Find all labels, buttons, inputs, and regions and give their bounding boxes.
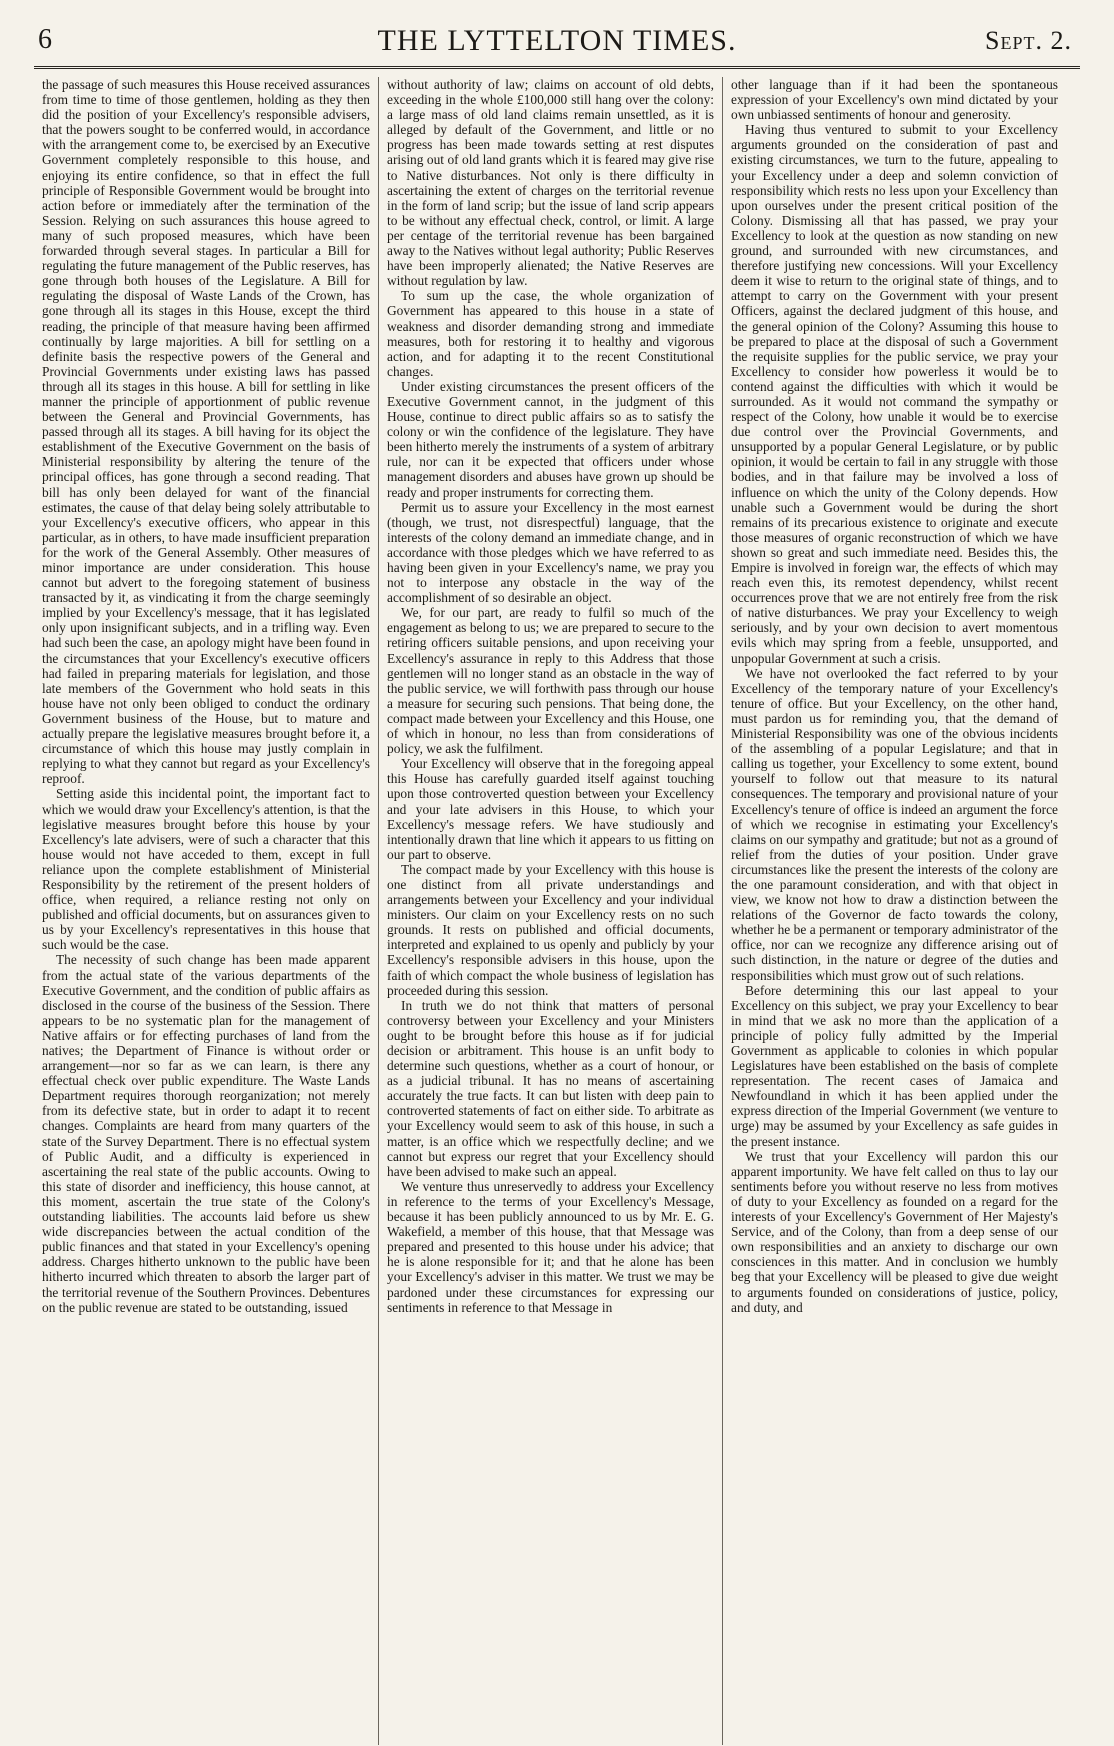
paragraph: Having thus ventured to submit to your Excellency arguments grounded on the consideration of past and existing circumstances, we turn to the future, appealing to your Excellency under a deep and solemn conviction of responsibility which rests no less upon your Excellency than upon ourselves under the present critical position of the Colony. Dismissing all that has passed, we pray your Excellency to look at the question as now standing on new ground, and surrounded with new circumstances, and therefore justifying new concessions. Will your Excellency deem it wise to return to the original state of things, and to attempt to carry on the Government with your present Officers, against the declared judgment of this house, and the general opinion of the Colony? Assuming this house to be prepared to place at the disposal of such a Government the requisite supplies for the public service, we pray your Excellency to consider how powerless it would be to contend against the difficulties with which it would be surrounded. As it would not command the sympathy or respect of the Colony, how unable it would be to exercise due control over the Provincial Governments, and unsupported by a popular General Legislature, or by public opinion, it would be certain to fail in any struggle with those bodies, and in that failure may be involved a loss of influence on which the unity of the Colony depends. How unable such a Government would be during the short remains of its precarious existence to originate and execute those measures of organic reconstruction of which we have shown so great and such immediate need. Besides this, the Empire is involved in foreign war, the effects of which may reach even this, its remotest dependency, whilst recent occurrences prove that we are not entirely free from the risk of native disturbances. We pray your Excellency to weigh seriously, and by your own decision to avert momentous evils which may spring from a feeble, unsupported, and unpopular Government at such a crisis. xyxy=(731,122,1058,666)
article-columns xyxy=(34,77,1080,1745)
paragraph: Permit us to assure your Excellency in the most earnest (though, we trust, not disrespectful) language, that the interests of the colony demand an immediate change, and in accordance with those pledges which we have referred to as having been given in your Excellency's name, we pray you not to interpose any obstacle in the way of the accomplishment of so desirable an object. xyxy=(387,499,714,606)
issue-date: Sept. 2. xyxy=(985,26,1072,55)
paragraph: other language than if it had been the spontaneous expression of your Excellency's own mind dictated by your own unbiassed sentiments of honour and generosity. xyxy=(731,77,1058,123)
paragraph: Setting aside this incidental point, the important fact to which we would draw your Excellency's attention, is that the legislative measures brought before this house by your Excellency's late advisers, were of such a character that this house would not have acceded to them, except in full reliance upon the complete establishment of Ministerial Responsibility by the retirement of the present holders of office, when required, a reliance resting not only on published and official documents, but on assurances given to us by your Excellency's representatives in this house that such would be the case. xyxy=(42,786,370,953)
paragraph: Before determining this our last appeal to your Excellency on this subject, we pray your Excellency to bear in mind that we ask no more than the application of a principle of policy fully admitted by the Imperial Government as applicable to colonies in which popular Legislatures have been established on the basis of complete representation. The recent cases of Jamaica and Newfoundland in which it has been applied under the express direction of the Imperial Government (we venture to urge) may be assumed by your Excellency as safe guides in the present instance. xyxy=(731,982,1058,1149)
paragraph: Your Excellency will observe that in the foregoing appeal this House has carefully guarded itself against touching upon those controverted question between your Excellency and your late advisers in this House, to which your Excellency's message refers. We have studiously and intentionally drawn that line which it appears to us fitting on our part to observe. xyxy=(387,756,714,862)
paragraph: the passage of such measures this House received assurances from time to time of those gentlemen, holding as they then did the position of your Excellency's responsible advisers, that the powers sought to be conferred would, in accordance with the arrangement come to, be exercised by an Executive Government completely responsible to this house, and enjoying its entire confidence, so that in effect the full principle of Responsible Government would be brought into action before or immediately after the termination of the Session. Relying on such assurances this house agreed to many of such proposed measures, which have been forwarded through several stages. In particular a Bill for regulating the future management of the Public reserves, has gone through both houses of the Legislature. A Bill for regulating the disposal of Waste Lands of the Crown, has gone through all its stages in this House, except the third reading, the principle of that measure having been affirmed continually by large majorities. A bill for settling on a definite basis the respective powers of the General and Provincial Governments under existing laws has passed through all its stages in this house. A bill for settling in like manner the principle of apportionment of public revenue between the General and Provincial Governments, has passed through all its stages. A bill having for its object the establishment of the Executive Government on the basis of Ministerial responsibility by altering the tenure of the principal offices, has gone through a second reading. That bill has only been delayed for want of the financial estimates, the cause of that delay being solely attributable to your Excellency's executive officers, who appear in this particular, as in others, to have made insufficient preparation for the work of the General Assembly. Other measures of minor importance are under consideration. This house cannot but advert to the foregoing statement of business transacted by it, as vindicating it from the charge seemingly implied by your Excellency's message, that it has legislated only upon insignificant subjects, and in a trifling way. Even had such been the case, an apology might have been found in the circumstances that your Excellency's executive officers had failed in preparing materials for legislation, and those late members of the Government who hold seats in this house have not only been obliged to conduct the ordinary Government business of the House, but to mature and actually prepare the legislative measures brought before it, a circumstance of which this house may justly complain in replying to what they cannot but regard as your Excellency's reproof. xyxy=(42,77,370,787)
column-3 xyxy=(722,77,1066,1745)
masthead xyxy=(34,18,1080,58)
masthead-rule xyxy=(34,66,1080,69)
paragraph: without authority of law; claims on account of old debts, exceeding in the whole £100,000 still hang over the colony: a large mass of old land claims remain unsettled, as it is alleged by default of the Government, and little or no progress has been made towards setting at rest disputes arising out of old land grants which it is feared may give rise to Native disturbances. Not only is there difficulty in ascertaining the extent of charges on the territorial revenue in the form of land scrip; but the issue of land scrip appears to be without any effectual check, control, or limit. A large per centage of the territorial revenue has been bargained away to the Natives without legal authority; Public Reserves have been improperly alienated; the Native Reserves are without regulation by law. xyxy=(387,77,714,289)
paragraph: In truth we do not think that matters of personal controversy between your Excellency and your Ministers ought to be brought before this house as if for judicial decision or arbitrament. This house is an unfit body to determine such questions, whether as a court of honour, or as a judicial tribunal. It has no means of ascertaining accurately the true facts. It can but listen with deep pain to controverted statements of fact on either side. To arbitrate as your Excellency would seem to ask of this house, in such a matter, is an office which we respectfully decline; and we cannot but express our regret that your Excellency should have been advised to make such an appeal. xyxy=(387,997,714,1179)
paragraph: To sum up the case, the whole organization of Government has appeared to this house in a state of weakness and disorder demanding strong and immediate measures, both for restoring it to healthy and vigorous action, and for adapting it to the recent Constitutional changes. xyxy=(387,288,714,379)
paragraph: The necessity of such change has been made apparent from the actual state of the various departments of the Executive Government, and the condition of public affairs as disclosed in the course of the business of the Session. There appears to be no systematic plan for the management of Native affairs or for effecting purchases of land from the natives; the Department of Finance is without order or arrangement—nor so far as we can learn, is there any effectual check over public expenditure. The Waste Lands Department requires thorough reorganization; not merely from its defective state, but in order to adapt it to recent changes. Complaints are heard from many quarters of the state of the Survey Department. There is no effectual system of Public Audit, and a difficulty is experienced in ascertaining the real state of the public accounts. Owing to this state of disorder and inefficiency, this house cannot, at this moment, ascertain the true state of the Colony's outstanding liabilities. The accounts laid before us shew wide discrepancies between the actual condition of the public finances and that stated in your Excellency's opening address. Charges hitherto unknown to the public have been hitherto incurred which threaten to absorb the larger part of the territorial revenue of the Southern Provinces. Debentures on the public revenue are stated to be outstanding, issued xyxy=(42,952,370,1315)
column-1 xyxy=(34,77,378,1745)
paragraph: We trust that your Excellency will pardon this our apparent importunity. We have felt called on thus to lay our sentiments before you without reserve no less from motives of duty to your Excellency as founded on a regard for the interests of your Excellency's Government of Her Majesty's Service, and of the Colony, than from a deep sense of our own responsibilities and an anxiety to discharge our own consciences in this matter. And in conclusion we humbly beg that your Excellency will be pleased to give due weight to arguments founded on considerations of justice, policy, and duty, and xyxy=(731,1148,1058,1315)
paragraph: We venture thus unreservedly to address your Excellency in reference to the terms of your Excellency's Message, because it has been publicly announced to us by Mr. E. G. Wakefield, a member of this house, that that Message was prepared and presented to this house under his advice; that he is alone responsible for it; and that he alone has been your Excellency's adviser in this matter. We trust we may be pardoned under these circumstances for expressing our sentiments in reference to that Message in xyxy=(387,1178,714,1315)
page-number: 6 xyxy=(38,24,52,55)
column-2 xyxy=(378,77,722,1745)
paragraph: Under existing circumstances the present officers of the Executive Government cannot, in the judgment of this House, continue to direct public affairs so as to satisfy the colony or win the confidence of the legislature. They have been hitherto merely the instruments of a system of arbitrary rule, nor can it be expected that officers under whose management disorders and abuses have grown up should be ready and proper instruments for correcting them. xyxy=(387,378,714,500)
paragraph: The compact made by your Excellency with this house is one distinct from all private understandings and arrangements between your Excellency and your individual ministers. Our claim on your Excellency rests on no such grounds. It rests on published and official documents, interpreted and explained to us openly and publicly by your Excellency's responsible advisers in this house, upon the faith of which compact the whole business of legislation has proceeded during this session. xyxy=(387,861,714,998)
paragraph: We have not overlooked the fact referred to by your Excellency of the temporary nature of your Excellency's tenure of office. But your Excellency, on the other hand, must pardon us for reminding you, that the demand of Ministerial Responsibility was one of the obvious incidents of the assembling of a popular Legislature; and that in calling us together, your Excellency to some extent, bound yourself to follow out that measure to its natural consequences. The temporary and provisional nature of your Excellency's tenure of office is indeed an argument the force of which we recognise in estimating your Excellency's claims on our sympathy and gratitude; but not as a ground of relief from the duties of your position. Under grave circumstances like the present the interests of the colony are the one paramount consideration, and with that object in view, we know not how to draw a distinction between the relations of the Governor de facto towards the colony, whether he be a permanent or temporary administrator of the office, nor can we recognize any difference arising out of such distinction, in the nature or degree of the duties and responsibilities which must grow out of such relations. xyxy=(731,665,1058,983)
newspaper-title: THE LYTTELTON TIMES. xyxy=(377,24,737,57)
paragraph: We, for our part, are ready to fulfil so much of the engagement as belong to us; we are prepared to secure to the retiring officers suitable pensions, and upon receiving your Excellency's assurance in reply to this Address that those gentlemen will no longer stand as an obstacle in the way of the public service, we will forthwith pass through our house a measure for securing such pensions. That being done, the compact made between your Excellency and this House, one of which in honour, no less than from considerations of policy, we ask the fulfilment. xyxy=(387,605,714,757)
